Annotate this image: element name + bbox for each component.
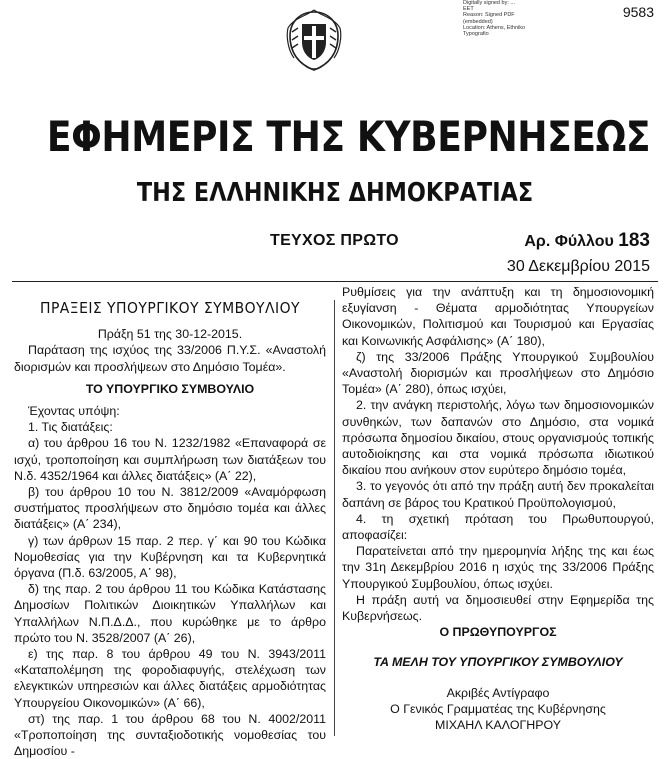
considering-intro: Έχοντας υπόψη: (28, 404, 120, 419)
signature-line: Location: Athens, Ethniko (463, 24, 526, 31)
gazette-title: ΕΦΗΜΕΡΙΣ ΤΗΣ ΚΥΒΕΡΝΗΣΕΩΣ (46, 112, 651, 161)
provision-item: ε) της παρ. 8 του άρθρου 49 του Ν. 3943/2011 «Καταπολέμηση της φοροδιαφυγής, στελέχωση των ελεγκτικών υπηρεσιών και άλλες διατάξεις αρμοδιότητας Υπουργείου Οικονομικών» (Α΄ 66), (14, 647, 326, 710)
provision-continuation: Ρυθμίσεις για την ανάπτυξη και τη δημοσιονομική εξυγίανση - Θέματα αρμοδιότητας Υπουργείων Οικονομικών, Πολιτισμού και Τουρισμού και Εργασίας και Κοινωνικής Ασφάλισης» (Α΄ 180), (342, 285, 654, 348)
signature-line: (embedded) (463, 18, 493, 25)
provision-item: 2. την ανάγκη περιστολής, λόγω των δημοσιονομικών συνθηκών, των δαπανών στο Δημόσιο, στα νομικά πρόσωπα δημοσίου δικαίου, στους οργανισμούς τοπικής αυτοδιοίκησης και στα νομικά πρόσωπα ιδιωτικού δικαίου που ανήκουν στον ευρύτερο δημόσιο τομέα, (342, 398, 654, 478)
issue-date: 30 Δεκεμβρίου 2015 (506, 258, 650, 275)
council-heading: ΤΟ ΥΠΟΥΡΓΙΚΟ ΣΥΜΒΟΥΛΙΟ (85, 381, 255, 396)
column-divider (334, 300, 335, 736)
provision-item: β) του άρθρου 10 του Ν. 3812/2009 «Αναμόρφωση συστήματος προσλήψεων στο δημόσιο τομέα και άλλες διατάξεις» (Α΄ 234), (14, 485, 326, 532)
left-column (14, 300, 326, 759)
page-number: 9583 (622, 4, 654, 20)
provision-item: δ) της παρ. 2 του άρθρου 11 του Κώδικα Κατάστασης Δημοσίων Πολιτικών Διοικητικών Υπαλλήλων και Υπαλλήλων Ν.Π.Δ.Δ., που κυρώθηκε με το άρθρο πρώτο του Ν. 3528/2007 (Α΄ 26), (14, 582, 326, 645)
sheet-label: Αρ. Φύλλου (524, 233, 614, 250)
act-number: Πράξη 51 της 30-12-2015. (97, 327, 243, 342)
council-members-heading: ΤΑ ΜΕΛΗ ΤΟΥ ΥΠΟΥΡΓΙΚΟΥ ΣΥΜΒΟΥΛΙΟΥ (373, 655, 623, 670)
right-column (342, 284, 654, 733)
header-divider (12, 281, 658, 282)
section-title: ΠΡΑΞΕΙΣ ΥΠΟΥΡΓΙΚΟΥ ΣΥΜΒΟΥΛΙΟΥ (40, 299, 300, 317)
provision-item: γ) των άρθρων 15 παρ. 2 περ. γ΄ και 90 του Κώδικα Νομοθεσίας για την Κυβέρνηση και τα Κυβερνητικά όργανα (Π.δ. 63/2005, Α΄ 98), (14, 533, 326, 581)
provision-item: 1. Τις διατάξεις: (28, 420, 113, 435)
certified-copy: Ακριβές Αντίγραφο (446, 685, 550, 700)
coat-of-arms-icon (284, 6, 344, 74)
publication-order: Η πράξη αυτή να δημοσιευθεί στην Εφημερίδα της Κυβερνήσεως. (342, 592, 654, 624)
signature-line: Reason: Signed PDF (463, 12, 515, 19)
sheet-number-value: 183 (618, 230, 650, 251)
signature-line: Digitally signed by: ... (463, 0, 515, 6)
provision-item: α) του άρθρου 16 του Ν. 1232/1982 «Επαναφορά σε ισχύ, τροποποίηση και συμπλήρωση των διατάξεων του Ν.δ. 4352/1964 και άλλες διατάξεις» (Α΄ 22), (14, 436, 326, 483)
signature-line: Typografio (463, 31, 489, 38)
signature-line: EET (463, 6, 474, 13)
provision-item: 4. τη σχετική πρόταση του Πρωθυπουργού, αποφασίζει: (342, 511, 654, 543)
provision-item: στ) της παρ. 1 του άρθρου 68 του Ν. 4002/2011 «Τροποποίηση της συνταξιοδοτικής νομοθεσίας του Δημοσίου - (14, 711, 326, 759)
secretary-title: Ο Γενικός Γραμματέας της Κυβέρνησης (390, 701, 606, 716)
provision-item: 3. το γεγονός ότι από την πράξη αυτή δεν προκαλείται δαπάνη σε βάρος του Κρατικού Προϋπολογισμού, (342, 479, 654, 510)
decision-text: Παρατείνεται από την ημερομηνία λήξης της και έως την 31η Δεκεμβρίου 2016 η ισχύς της 33/2006 Πράξης Υπουργικού Συμβουλίου, όπως ισχύει. (342, 544, 654, 591)
provision-item: ζ) της 33/2006 Πράξης Υπουργικού Συμβουλίου «Αναστολή διορισμών και προσλήψεων στο Δημόσιο Τομέα» (Α΄ 280), όπως ισχύει, (342, 349, 654, 397)
prime-minister-heading: Ο ΠΡΩΘΥΠΟΥΡΓΟΣ (439, 625, 557, 640)
digital-signature-stamp (463, 0, 533, 38)
secretary-name: ΜΙΧΑΗΛ ΚΑΛΟΓΗΡΟΥ (435, 718, 561, 733)
act-subject: Παράταση της ισχύος της 33/2006 Π.Υ.Σ. «Αναστολή διορισμών και προσλήψεων στο Δημόσιο Τομέα». (14, 343, 326, 374)
sheet-number (524, 230, 650, 252)
gazette-subtitle: ΤΗΣ ΕΛΛΗΝΙΚΗΣ ΔΗΜΟΚΡΑΤΙΑΣ (136, 178, 534, 208)
issue-series: ΤΕΥΧΟΣ ΠΡΩΤΟ (270, 232, 399, 249)
